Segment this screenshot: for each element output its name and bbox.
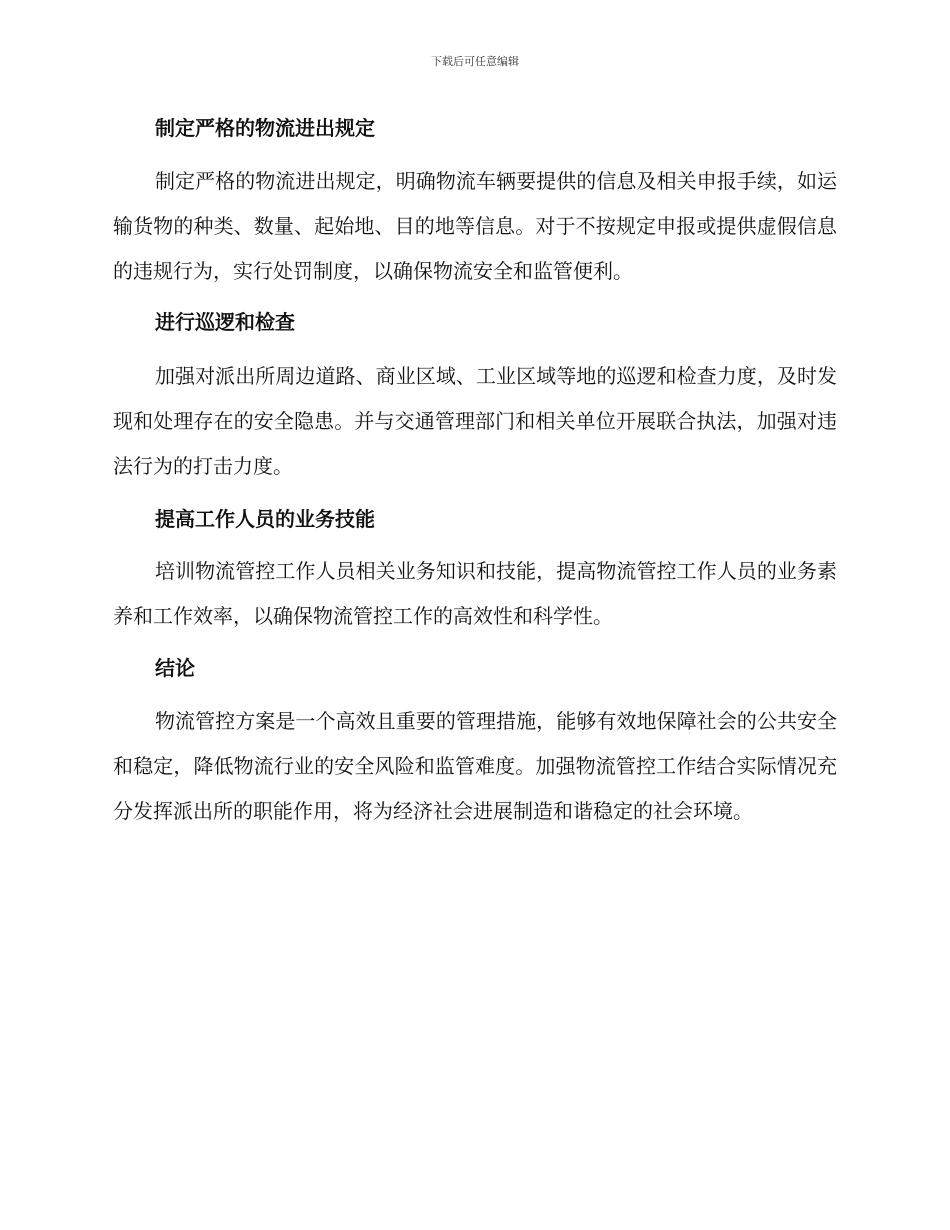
section-logistics-rules [113, 110, 837, 294]
section-heading: 进行巡逻和检查 [155, 310, 295, 334]
section-conclusion [113, 650, 837, 834]
section-paragraph: 制定严格的物流进出规定，明确物流车辆要提供的信息及相关申报手续，如运输货物的种类、数量、起始地、目的地等信息。对于不按规定申报或提供虚假信息的违规行为，实行处罚制度，以确保物流安全和监管便利。 [113, 169, 837, 283]
section-heading: 制定严格的物流进出规定 [155, 116, 375, 140]
document-body [113, 110, 837, 834]
section-staff-skills [113, 501, 837, 639]
section-paragraph: 物流管控方案是一个高效且重要的管理措施，能够有效地保障社会的公共安全和稳定，降低物流行业的安全风险和监管难度。加强物流管控工作结合实际情况充分发挥派出所的职能作用，将为经济社会进展制造和谐稳定的社会环境。 [113, 709, 837, 823]
header-note: 下载后可任意编辑 [431, 55, 519, 68]
section-patrol-inspection [113, 304, 837, 489]
section-paragraph: 培训物流管控工作人员相关业务知识和技能，提高物流管控工作人员的业务素养和工作效率，以确保物流管控工作的高效性和科学性。 [113, 559, 837, 628]
section-heading: 结论 [155, 656, 195, 680]
section-heading: 提高工作人员的业务技能 [155, 507, 375, 531]
section-paragraph: 加强对派出所周边道路、商业区域、工业区域等地的巡逻和检查力度，及时发现和处理存在的安全隐患。并与交通管理部门和相关单位开展联合执法，加强对违法行为的打击力度。 [113, 364, 837, 478]
